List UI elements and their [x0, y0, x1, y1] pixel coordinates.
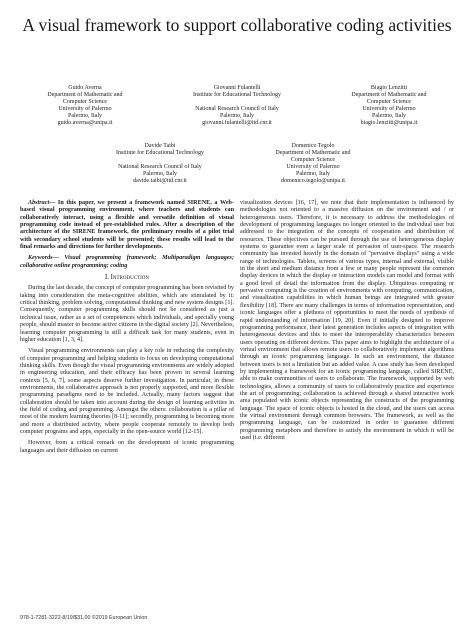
- author-block: [95, 143, 225, 185]
- author-org: University of Palermo: [58, 106, 112, 112]
- body-paragraph: visualization devices [16, 17], we note that their implementation is influenced by methodologies not oriented to a massive diffusion on the environment and / or heterogeneous users. Therefore, it is necessary to address the methodologies of development of programming languages no longer oriented to the individual user but addressed to the integration of the concepts of cooperation and distribution of resources. These objectives can be pursued through the use of heterogeneous display systems to guarantee even a larger scale of pervasion of user-space. The research community has invested heavily in the domain of "pervasive displays" using a wide range of technologies. Tablets, screens of various types, internal and external, visible in the short and medium distance from a few or many people represent the common display devices in which the display or interaction models can model and format with a good level of detail the information from the display. Ubiquitous computing or pervasive computing is the creation of environments with computing, communication, and visualization capabilities in which human beings are integrated with greater flexibility [18]. There are many challenges in terms of information representation, and iconic languages offer a plethora of opportunities to meet the needs of synthesis of rapid understanding of information [19, 20]. Even if initially designed to improve programming performance, their latest generation includes aspects of integration with heterogeneous devices and this to meet the interoperability characteristics between users operating on different devices. This paper aims to highlight the architecture of a virtual environment that allows remote users to collaboratively implement algorithms through an iconic programming language. In such an environment, the distance between users is not a limitation but an added value. A case study has been developed by implementing a framework for an iconic programming language, called SIRENE, able to make communities of users to collaborate. The framework, supported by web technologies, allows a community of users to collaboratively practice and experience the art of programming; collaboration is achieved through a shared interactive work area populated with iconic objects representing the constructs of the programming language. The space of iconic objects is hosted in the cloud, and the users can access the virtual environment through common browsers. The framework, as well as the programming language, can be customized in order to guarantee different programming metaphors and therefore to satisfy the environment in which it will be used (i.e. different: [240, 200, 454, 441]
- author-affiliation: Institute for Educational Technology: [116, 150, 204, 156]
- body-paragraph: Visual programming environments can play a key role in reducing the complexity of computer programming and helping students to focus on developing computational thinking skills. Even though the visual programming environments are widely adopted in engineering education, and their efficacy has been proven in several learning contexts [5, 6, 7], some aspects deserve further investigation. In particular, in these environments, the collaborative approach is not properly supported, and more flexible programming paradigms need to be included. Actually, many factors suggest that collaboration should be taken into account during the design of learning activities in the field of coding and programming. Amongst the others: collaboration is a pillar of most of the modern learning theories [8-11]; secondly, programming is becoming more and more a distributed activity, where people cooperate remotely to develop both computer programs and apps, especially in the open-source world [12-15].: [20, 348, 234, 435]
- author-block: [172, 85, 302, 127]
- body-paragraph: However, from a critical remark on the development of iconic programming languages and their diffusion on current: [20, 440, 234, 454]
- author-name: Domenico Tegolo: [291, 143, 335, 149]
- author-org: University of Palermo: [286, 164, 340, 170]
- abstract-label: Abstract: [28, 200, 50, 206]
- author-affiliation: Computer Science: [290, 157, 336, 163]
- author-block: [322, 85, 456, 127]
- author-org: National Research Council of Italy: [195, 106, 279, 112]
- left-column: [20, 200, 234, 459]
- author-email: biagio.lenzitti@unipa.it: [360, 120, 418, 126]
- right-column: [240, 200, 454, 446]
- author-email: giovanni.fulantelli@itd.cnr.it: [202, 120, 272, 126]
- section-heading: I. Introduction: [104, 274, 150, 282]
- author-block: [20, 85, 150, 127]
- paper-title: A visual framework to support collaborative coding activities: [22, 15, 452, 35]
- author-email: davide.taibi@itd.cnr.it: [133, 178, 187, 184]
- author-email: guido.averna@unipa.it: [57, 120, 113, 126]
- author-city: Palermo, Italy: [68, 113, 102, 119]
- author-affiliation: Computer Science: [62, 99, 108, 105]
- author-affiliation: Department of Mathematic and: [275, 150, 351, 156]
- body-paragraph: During the last decade, the concept of computer programming has been revisited by taking into consideration the meta-cognitive abilities, which are stimulated by it: critical thinking, problem solving, computational thinking and new system designs [1]. Consequently, computer programming skills should not be considered as just a technical issue, rather as a set of competences which individuals, and specially young people, should master to become active citizens in the digital society [2]. Nevertheless, learning computer programming is still a difficult task for many students, even in higher education [1, 3, 4].: [20, 285, 234, 343]
- author-block: [248, 143, 378, 185]
- author-name: Giovanni Fulantelli: [213, 85, 261, 91]
- author-city: Palermo, Italy: [143, 171, 177, 177]
- author-email: domenico.tegolo@unipa.it: [281, 178, 345, 184]
- author-name: Davide Taibi: [144, 143, 176, 149]
- author-org: University of Palermo: [362, 106, 416, 112]
- keywords-label: Keywords: [28, 255, 53, 262]
- abstract: [20, 200, 234, 251]
- author-org: National Research Council of Italy: [118, 164, 202, 170]
- author-affiliation: Institute for Educational Technology: [193, 92, 281, 98]
- author-city: Palermo, Italy: [296, 171, 330, 177]
- footer-copyright: 978-1-7281-3222-8/19/$31.00 ©2019 European Union: [20, 615, 148, 621]
- keywords: [20, 255, 234, 270]
- author-affiliation: Computer Science: [366, 99, 412, 105]
- author-name: Biagio Lenzitti: [370, 85, 408, 91]
- author-city: Palermo, Italy: [372, 113, 406, 119]
- abstract-text: — In this paper, we present a framework named SIRENE, a Web-based visual programming environment, where teachers and students can collaboratively interact, using a flexible and versatile definition of visual programming code instead of pre-established rules. After a description of the architecture of the SIRENE framework, the preliminary results of a pilot trial with secondary school students will be presented; these results will lead to the final remarks and directions for further developments.: [20, 200, 234, 251]
- keywords-text: — Visual programming framework; Multiparadigm languages; collaborative online programming; coding: [20, 255, 234, 269]
- author-affiliation: Department of Mathematic and: [47, 92, 123, 98]
- author-city: Palermo, Italy: [220, 113, 254, 119]
- author-name: Guido Averna: [68, 85, 102, 91]
- author-affiliation: Department of Mathematic and: [351, 92, 427, 98]
